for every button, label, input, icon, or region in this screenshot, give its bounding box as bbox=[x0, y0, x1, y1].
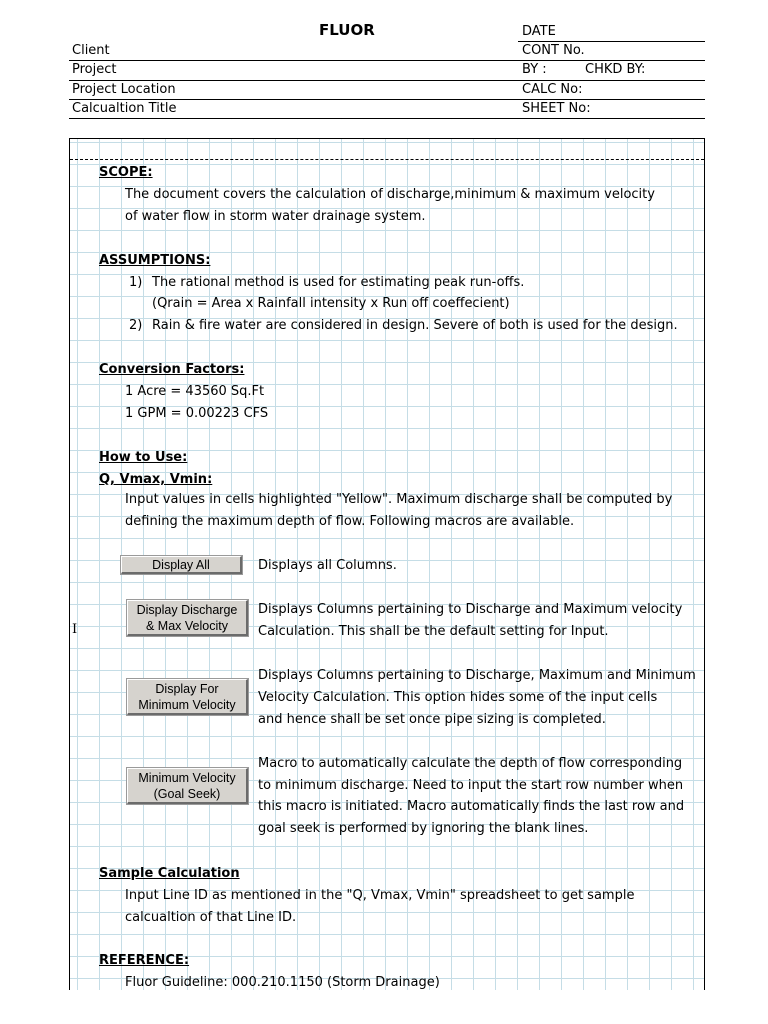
button-label: & Max Velocity bbox=[146, 618, 228, 633]
button-label: Display For bbox=[155, 681, 219, 696]
project-label: Project bbox=[72, 62, 117, 77]
scope-text-line: The document covers the calculation of discharge,minimum & maximum velocity bbox=[125, 187, 655, 202]
conversion-line: 1 Acre = 43560 Sq.Ft bbox=[125, 384, 265, 399]
scope-heading: SCOPE: bbox=[99, 165, 153, 180]
sample-line: calcualtion of that Line ID. bbox=[125, 910, 297, 925]
sample-line: Input Line ID as mentioned in the "Q, Vmax, Vmin" spreadsheet to get sample bbox=[125, 888, 635, 903]
header-divider bbox=[69, 99, 705, 100]
reference-line: Fluor Guideline: 000.210.1150 (Storm Drainage) bbox=[125, 975, 440, 990]
project-location-label: Project Location bbox=[72, 82, 176, 97]
how-to-use-heading: How to Use: bbox=[99, 450, 188, 465]
by-label: BY : bbox=[522, 62, 547, 77]
date-label: DATE bbox=[522, 24, 556, 39]
sample-calculation-heading: Sample Calculation bbox=[99, 866, 240, 881]
assumptions-heading: ASSUMPTIONS: bbox=[99, 253, 211, 268]
macro-description: and hence shall be set once pipe sizing is completed. bbox=[258, 712, 606, 727]
conversion-heading: Conversion Factors: bbox=[99, 362, 245, 377]
macro-description: to minimum discharge. Need to input the start row number when bbox=[258, 778, 684, 793]
macro-description: Calculation. This shall be the default setting for Input. bbox=[258, 624, 609, 639]
macro-description: Displays Columns pertaining to Discharge, Maximum and Minimum bbox=[258, 668, 696, 683]
assumption-text: Rain & fire water are considered in design. Severe of both is used for the design. bbox=[152, 318, 678, 333]
qvmax-subheading: Q, Vmax, Vmin: bbox=[99, 472, 213, 487]
sheet-no-label: SHEET No: bbox=[522, 101, 591, 116]
button-label: (Goal Seek) bbox=[153, 786, 221, 801]
calc-no-label: CALC No: bbox=[522, 82, 583, 97]
client-label: Client bbox=[72, 43, 110, 58]
text-cursor-icon: I bbox=[72, 622, 78, 637]
macro-description: this macro is initiated. Macro automatically finds the last row and bbox=[258, 799, 685, 814]
button-label: Minimum Velocity bbox=[138, 770, 236, 785]
header-divider bbox=[69, 80, 705, 81]
calculation-title-label: Calcualtion Title bbox=[72, 101, 177, 116]
macro-description: Velocity Calculation. This option hides some of the input cells bbox=[258, 690, 658, 705]
conversion-line: 1 GPM = 0.00223 CFS bbox=[125, 406, 269, 421]
assumption-text: The rational method is used for estimating peak run-offs. bbox=[152, 275, 525, 290]
how-to-use-line: Input values in cells highlighted "Yellow". Maximum discharge shall be computed by bbox=[125, 492, 673, 507]
sheet-top-dashed-line bbox=[70, 159, 704, 160]
assumption-number: 2) bbox=[129, 318, 143, 333]
minimum-velocity-goal-seek-button[interactable] bbox=[127, 768, 248, 804]
macro-description: Displays Columns pertaining to Discharge and Maximum velocity bbox=[258, 602, 683, 617]
display-discharge-max-velocity-button[interactable] bbox=[127, 600, 248, 636]
display-all-button[interactable] bbox=[121, 556, 242, 574]
how-to-use-line: defining the maximum depth of flow. Following macros are available. bbox=[125, 514, 575, 529]
assumption-formula: (Qrain = Area x Rainfall intensity x Run off coeffecient) bbox=[152, 296, 510, 311]
macro-description: Macro to automatically calculate the depth of flow corresponding bbox=[258, 756, 683, 771]
display-minimum-velocity-button[interactable] bbox=[127, 679, 248, 715]
reference-heading: REFERENCE: bbox=[99, 953, 190, 968]
cont-no-label: CONT No. bbox=[522, 43, 585, 58]
macro-description: goal seek is performed by ignoring the blank lines. bbox=[258, 821, 589, 836]
button-label: Display Discharge bbox=[136, 602, 238, 617]
header-divider bbox=[69, 60, 705, 61]
assumption-number: 1) bbox=[129, 275, 143, 290]
scope-text-line: of water flow in storm water drainage system. bbox=[125, 209, 426, 224]
worksheet-grid[interactable] bbox=[69, 138, 705, 990]
company-title: FLUOR bbox=[319, 21, 375, 39]
header-divider bbox=[518, 41, 705, 42]
macro-description: Displays all Columns. bbox=[258, 558, 397, 573]
header-divider bbox=[69, 118, 705, 119]
chkd-by-label: CHKD BY: bbox=[585, 62, 646, 77]
button-label: Display All bbox=[152, 557, 210, 572]
button-label: Minimum Velocity bbox=[138, 697, 236, 712]
